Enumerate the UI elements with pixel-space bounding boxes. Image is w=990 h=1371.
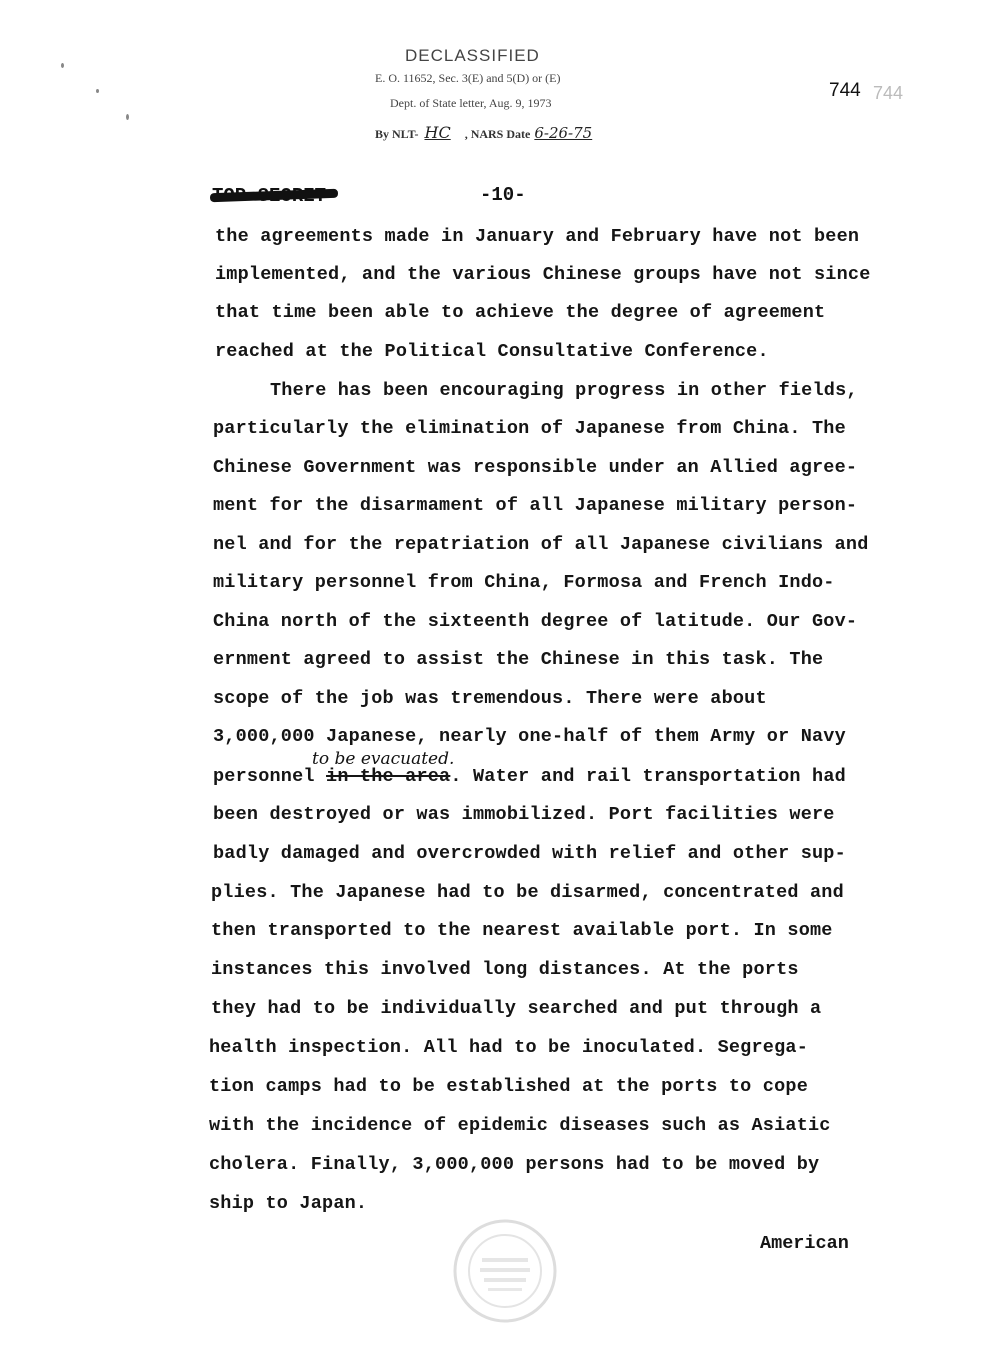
paper-speck	[126, 114, 129, 120]
body-line: reached at the Political Consultative Conference.	[215, 341, 769, 362]
declassified-stamp-letter: Dept. of State letter, Aug. 9, 1973	[390, 96, 552, 110]
body-line: badly damaged and overcrowded with relief and other sup-	[213, 843, 846, 864]
stamp-by-label: By NLT-	[375, 127, 419, 141]
body-line: Chinese Government was responsible under an Allied agree-	[213, 457, 858, 478]
body-line: ment for the disarmament of all Japanese military person-	[213, 495, 858, 516]
body-line-with-edit	[213, 766, 846, 787]
archive-seal-icon	[452, 1218, 558, 1324]
stamp-nars-label: , NARS Date	[464, 127, 531, 141]
stamp-by-initials: HC	[424, 123, 451, 142]
body-line-rest: . Water and rail transportation had	[450, 766, 846, 787]
page-number-faint: 744	[873, 83, 904, 103]
body-line: ernment agreed to assist the Chinese in this task. The	[213, 649, 824, 670]
paper-speck	[61, 63, 64, 68]
classification-marking	[212, 185, 326, 207]
body-line: China north of the sixteenth degree of latitude. Our Gov-	[213, 611, 858, 632]
body-line: particularly the elimination of Japanese from China. The	[213, 418, 846, 439]
body-line-start: personnel	[213, 766, 315, 787]
body-line: then transported to the nearest available port. In some	[211, 920, 833, 941]
declassified-stamp-by-line	[375, 123, 592, 142]
page-number-stamp: 744	[829, 80, 861, 101]
paper-speck	[96, 89, 99, 93]
body-line: with the incidence of epidemic diseases such as Asiatic	[209, 1115, 831, 1136]
declassified-stamp-title: DECLASSIFIED	[405, 46, 540, 65]
body-line: plies. The Japanese had to be disarmed, concentrated and	[211, 882, 844, 903]
body-line: health inspection. All had to be inoculated. Segrega-	[209, 1037, 808, 1058]
body-line: 3,000,000 Japanese, nearly one-half of them Army or Navy	[213, 726, 846, 747]
body-line: implemented, and the various Chinese groups have not since	[215, 264, 871, 285]
body-line: There has been encouraging progress in other fields,	[270, 380, 858, 401]
continuation-word: American	[760, 1233, 849, 1254]
body-line: nel and for the repatriation of all Japanese civilians and	[213, 534, 869, 555]
declassified-stamp-authority: E. O. 11652, Sec. 3(E) and 5(D) or (E)	[375, 71, 561, 85]
body-line: instances this involved long distances. At the ports	[211, 959, 799, 980]
body-line: the agreements made in January and February have not been	[215, 226, 860, 247]
body-line: they had to be individually searched and put through a	[211, 998, 822, 1019]
body-line: tion camps had to be established at the ports to cope	[209, 1076, 808, 1097]
struck-text: in the area	[326, 766, 451, 787]
body-line: ship to Japan.	[209, 1193, 368, 1214]
body-line: that time been able to achieve the degree of agreement	[215, 302, 826, 323]
handwritten-insertion: to be evacuated.	[312, 749, 455, 769]
body-line: cholera. Finally, 3,000,000 persons had to be moved by	[209, 1154, 820, 1175]
stamp-nars-date: 6-26-75	[534, 124, 593, 142]
body-line: military personnel from China, Formosa and French Indo-	[213, 572, 835, 593]
page-marker: -10-	[480, 184, 526, 206]
body-line: scope of the job was tremendous. There were about	[213, 688, 767, 709]
body-line: been destroyed or was immobilized. Port facilities were	[213, 804, 835, 825]
